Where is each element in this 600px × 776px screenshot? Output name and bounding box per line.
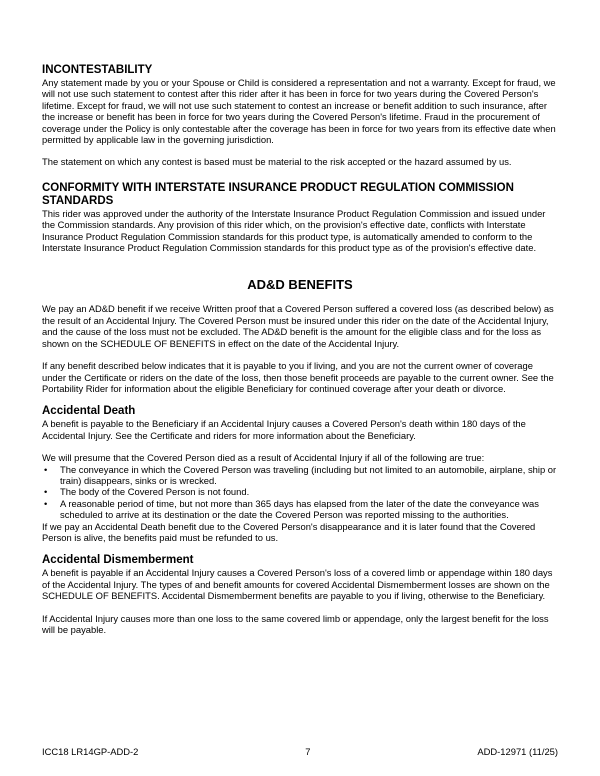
accidental-death-heading: Accidental Death	[42, 405, 136, 418]
incontestability-paragraph-2: The statement on which any contest is based must be material to the risk accepted or the hazard assumed by us.	[42, 156, 512, 168]
accidental-death-paragraph-1: A benefit is payable to the Beneficiary if an Accidental Injury causes a Covered Person's death within 180 days of the Accidental Injury. See the Certificate and riders for more information about the Beneficiary.	[42, 418, 526, 441]
accidental-death-paragraph-2: We will presume that the Covered Person died as a result of Accidental Injury if all of the following are true:	[42, 452, 485, 464]
accidental-death-paragraph-3: If we pay an Accidental Death benefit due to the Covered Person's disappearance and it is later found that the Covered Person is alive, the benefits paid must be refunded to us.	[42, 520, 536, 543]
accidental-dismemberment-heading: Accidental Dismemberment	[42, 554, 194, 567]
footer-page-number: 7	[305, 746, 311, 757]
page-content	[42, 64, 558, 635]
list-item: • A reasonable period of time, but not more than 365 days has elapsed from the later of the date the conveyance was scheduled to arrive at its destination or the date the Covered Person was reported missing to the authorities.	[60, 498, 558, 521]
page-footer	[42, 746, 558, 757]
incontestability-heading: INCONTESTABILITY	[42, 64, 153, 76]
accidental-dismemberment-paragraph-2: If Accidental Injury causes more than one loss to the same covered limb or appendage, only the largest benefit for the loss will be payable.	[42, 612, 549, 635]
footer-document-code: ADD-12971 (11/25)	[477, 746, 558, 757]
add-benefits-heading: AD&D BENEFITS	[247, 277, 353, 293]
conformity-heading: CONFORMITY WITH INTERSTATE INSURANCE PRODUCT REGULATION COMMISSION STANDARDS	[42, 181, 514, 207]
benefits-paragraph-1: We pay an AD&D benefit if we receive Written proof that a Covered Person suffered a covered loss (as described below) as the result of an Accidental Injury. The Covered Person must be insured under this rider on the date of the Accidental Injury, and the cause of the loss must not be excluded. The AD&D benefit is the amount for the eligible class and for the loss as shown on the SCHEDULE OF BENEFITS in effect on the date of the Accidental Injury.	[42, 303, 554, 349]
benefits-paragraph-2: If any benefit described below indicates that it is payable to you if living, and you are not the current owner of coverage under the Certificate or riders on the date of the loss, then those benefit proceeds are payable to the current owner. See the Portability Rider for information about the eligible Beneficiary for continued coverage after your death or divorce.	[42, 360, 554, 394]
list-item: • The conveyance in which the Covered Person was traveling (including but not limited to an automobile, airplane, ship or train) disappears, sinks or is wrecked.	[60, 464, 558, 487]
incontestability-paragraph-1: Any statement made by you or your Spouse or Child is considered a representation and not a warranty. Except for fraud, we will not use such statement to contest after this rider after it has been in force for two years during the Covered Person's lifetime. Except for fraud, we will not use such statement to contest an increase or benefit addition to such insurance, after the increase or benefit has been in force for two years during the Covered Person's lifetime. Fraud in the procurement of coverage under the Policy is only contestable after the coverage has been in force for two years from its effective date when permitted by applicable law in the governing jurisdiction.	[42, 77, 556, 146]
conformity-paragraph: This rider was approved under the authority of the Interstate Insurance Product Regulation Commission and issued under the Commission standards. Any provision of this rider which, on the provision's effective date, conflicts with Interstate Insurance Product Regulation Commission standards for this product type, is automatically amended to conform to the Interstate Insurance Product Regulation Commission standards for this product type as of the provision's effective date.	[42, 207, 546, 254]
presumption-list	[42, 464, 558, 521]
list-item: • The body of the Covered Person is not found.	[60, 486, 558, 497]
accidental-dismemberment-paragraph-1: A benefit is payable if an Accidental Injury causes a Covered Person's loss of a covered limb or appendage within 180 days of the Accidental Injury. The types of and benefit amounts for covered Accidental Dismemberment losses are shown on the SCHEDULE OF BENEFITS. Accidental Dismemberment benefits are payable to you if living, otherwise to the Beneficiary.	[42, 567, 553, 602]
footer-form-number: ICC18 LR14GP-ADD-2	[42, 746, 139, 757]
